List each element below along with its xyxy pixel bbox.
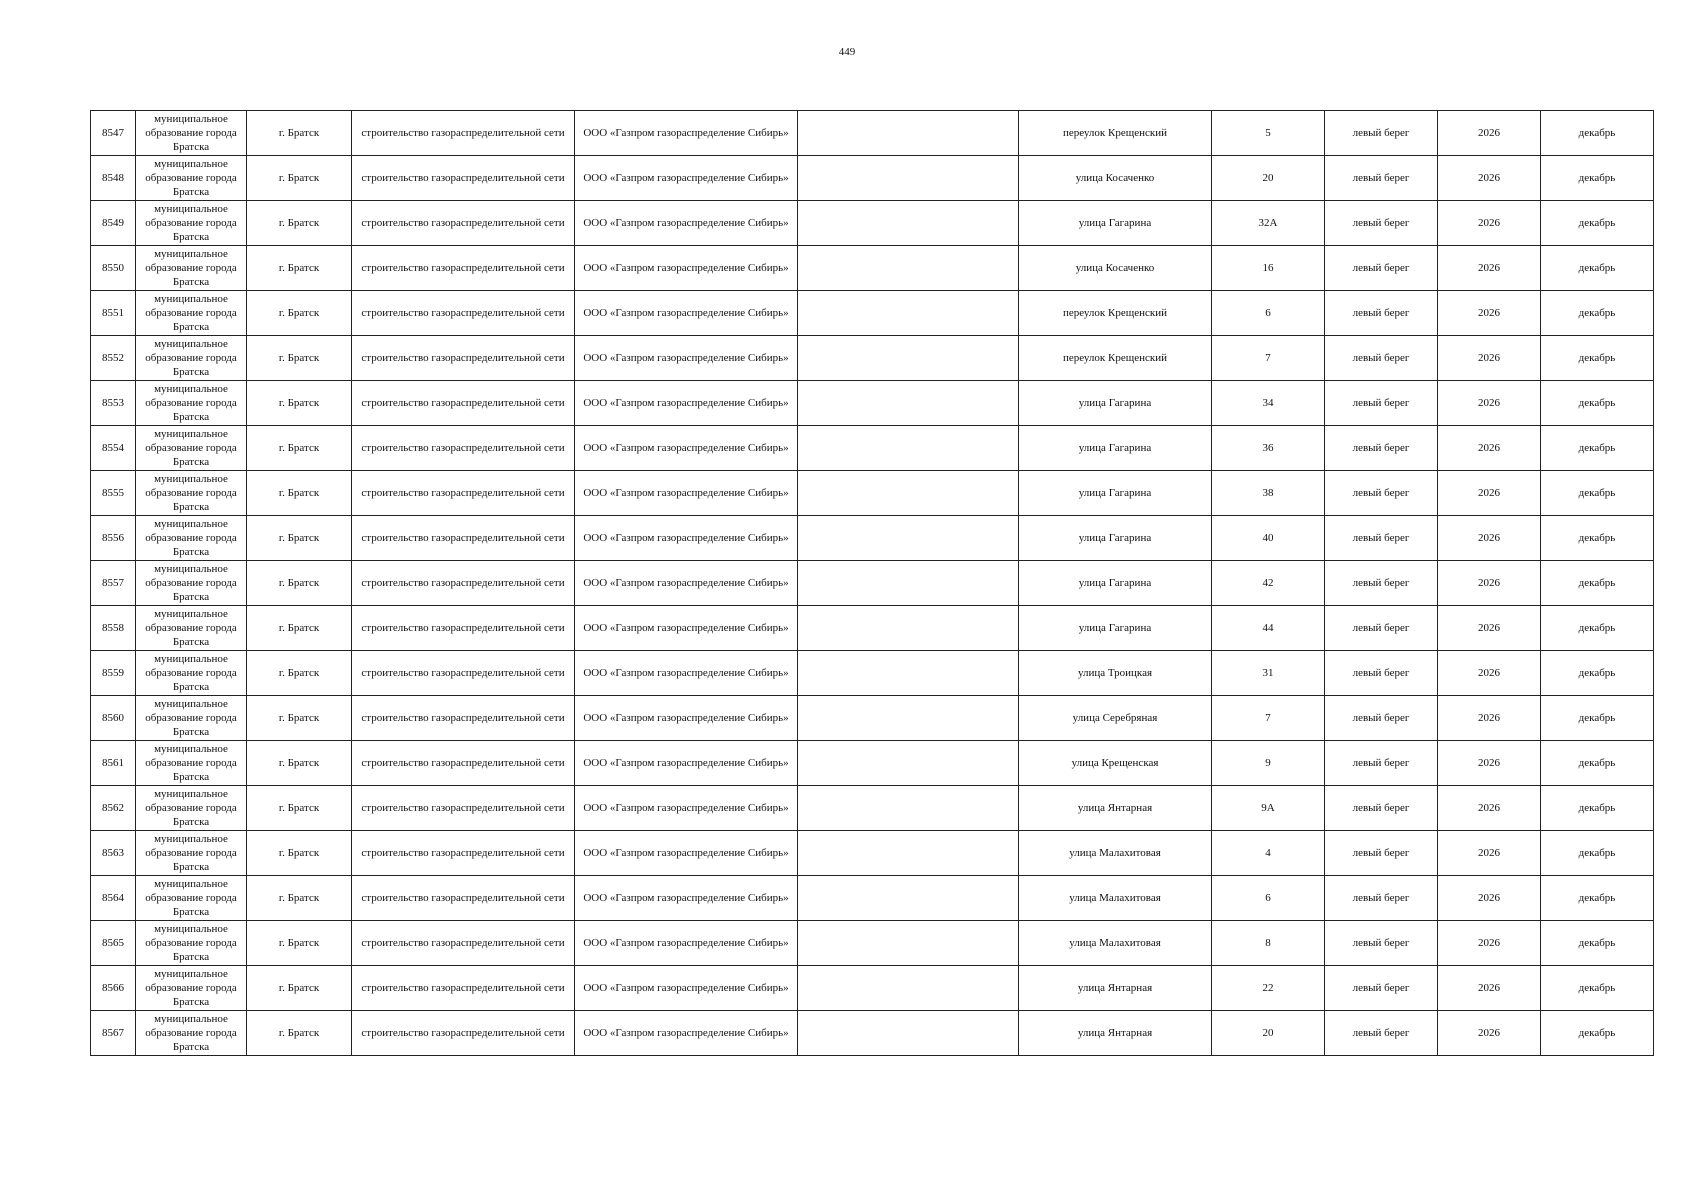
table-row	[91, 651, 1654, 696]
registry-table-body	[91, 111, 1654, 1056]
municipality-cell: муниципальное образование города Братска	[136, 471, 247, 516]
table-row	[91, 1011, 1654, 1056]
municipality-cell: муниципальное образование города Братска	[136, 876, 247, 921]
month-cell: декабрь	[1541, 336, 1654, 381]
house-number-cell: 32А	[1212, 201, 1325, 246]
street-cell: улица Янтарная	[1019, 1011, 1212, 1056]
row-number-cell: 8566	[91, 966, 136, 1011]
house-number-cell: 7	[1212, 696, 1325, 741]
work-type-cell: строительство газораспределительной сети	[352, 786, 575, 831]
month-cell: декабрь	[1541, 966, 1654, 1011]
house-number-cell: 9	[1212, 741, 1325, 786]
month-cell: декабрь	[1541, 246, 1654, 291]
row-number-cell: 8548	[91, 156, 136, 201]
row-number-cell: 8567	[91, 1011, 136, 1056]
note-cell	[798, 156, 1019, 201]
house-number-cell: 34	[1212, 381, 1325, 426]
work-type-cell: строительство газораспределительной сети	[352, 561, 575, 606]
city-cell: г. Братск	[247, 201, 352, 246]
organization-cell: ООО «Газпром газораспределение Сибирь»	[575, 471, 798, 516]
street-cell: улица Янтарная	[1019, 786, 1212, 831]
table-row	[91, 336, 1654, 381]
row-number-cell: 8557	[91, 561, 136, 606]
street-cell: улица Серебряная	[1019, 696, 1212, 741]
municipality-cell: муниципальное образование города Братска	[136, 831, 247, 876]
street-cell: улица Гагарина	[1019, 201, 1212, 246]
city-cell: г. Братск	[247, 696, 352, 741]
year-cell: 2026	[1438, 561, 1541, 606]
organization-cell: ООО «Газпром газораспределение Сибирь»	[575, 696, 798, 741]
river-bank-cell: левый берег	[1325, 426, 1438, 471]
city-cell: г. Братск	[247, 561, 352, 606]
street-cell: улица Гагарина	[1019, 381, 1212, 426]
city-cell: г. Братск	[247, 651, 352, 696]
table-row	[91, 966, 1654, 1011]
house-number-cell: 42	[1212, 561, 1325, 606]
registry-table	[90, 110, 1654, 1056]
river-bank-cell: левый берег	[1325, 606, 1438, 651]
organization-cell: ООО «Газпром газораспределение Сибирь»	[575, 966, 798, 1011]
row-number-cell: 8549	[91, 201, 136, 246]
organization-cell: ООО «Газпром газораспределение Сибирь»	[575, 561, 798, 606]
work-type-cell: строительство газораспределительной сети	[352, 651, 575, 696]
work-type-cell: строительство газораспределительной сети	[352, 921, 575, 966]
work-type-cell: строительство газораспределительной сети	[352, 471, 575, 516]
note-cell	[798, 111, 1019, 156]
organization-cell: ООО «Газпром газораспределение Сибирь»	[575, 1011, 798, 1056]
organization-cell: ООО «Газпром газораспределение Сибирь»	[575, 426, 798, 471]
city-cell: г. Братск	[247, 876, 352, 921]
city-cell: г. Братск	[247, 336, 352, 381]
organization-cell: ООО «Газпром газораспределение Сибирь»	[575, 741, 798, 786]
note-cell	[798, 426, 1019, 471]
municipality-cell: муниципальное образование города Братска	[136, 786, 247, 831]
house-number-cell: 22	[1212, 966, 1325, 1011]
note-cell	[798, 831, 1019, 876]
organization-cell: ООО «Газпром газораспределение Сибирь»	[575, 651, 798, 696]
street-cell: улица Гагарина	[1019, 516, 1212, 561]
organization-cell: ООО «Газпром газораспределение Сибирь»	[575, 876, 798, 921]
municipality-cell: муниципальное образование города Братска	[136, 156, 247, 201]
organization-cell: ООО «Газпром газораспределение Сибирь»	[575, 921, 798, 966]
work-type-cell: строительство газораспределительной сети	[352, 156, 575, 201]
table-row	[91, 156, 1654, 201]
year-cell: 2026	[1438, 336, 1541, 381]
municipality-cell: муниципальное образование города Братска	[136, 921, 247, 966]
year-cell: 2026	[1438, 876, 1541, 921]
street-cell: переулок Крещенский	[1019, 111, 1212, 156]
river-bank-cell: левый берег	[1325, 1011, 1438, 1056]
month-cell: декабрь	[1541, 471, 1654, 516]
street-cell: переулок Крещенский	[1019, 336, 1212, 381]
house-number-cell: 8	[1212, 921, 1325, 966]
year-cell: 2026	[1438, 471, 1541, 516]
river-bank-cell: левый берег	[1325, 201, 1438, 246]
year-cell: 2026	[1438, 111, 1541, 156]
table-row	[91, 876, 1654, 921]
work-type-cell: строительство газораспределительной сети	[352, 516, 575, 561]
year-cell: 2026	[1438, 1011, 1541, 1056]
river-bank-cell: левый берег	[1325, 561, 1438, 606]
row-number-cell: 8565	[91, 921, 136, 966]
work-type-cell: строительство газораспределительной сети	[352, 336, 575, 381]
street-cell: улица Крещенская	[1019, 741, 1212, 786]
city-cell: г. Братск	[247, 741, 352, 786]
river-bank-cell: левый берег	[1325, 921, 1438, 966]
street-cell: улица Малахитовая	[1019, 921, 1212, 966]
municipality-cell: муниципальное образование города Братска	[136, 651, 247, 696]
row-number-cell: 8555	[91, 471, 136, 516]
month-cell: декабрь	[1541, 921, 1654, 966]
house-number-cell: 36	[1212, 426, 1325, 471]
city-cell: г. Братск	[247, 966, 352, 1011]
month-cell: декабрь	[1541, 696, 1654, 741]
river-bank-cell: левый берег	[1325, 111, 1438, 156]
month-cell: декабрь	[1541, 831, 1654, 876]
house-number-cell: 20	[1212, 1011, 1325, 1056]
month-cell: декабрь	[1541, 426, 1654, 471]
note-cell	[798, 876, 1019, 921]
row-number-cell: 8561	[91, 741, 136, 786]
table-row	[91, 786, 1654, 831]
river-bank-cell: левый берег	[1325, 516, 1438, 561]
table-row	[91, 561, 1654, 606]
year-cell: 2026	[1438, 786, 1541, 831]
street-cell: улица Гагарина	[1019, 606, 1212, 651]
row-number-cell: 8553	[91, 381, 136, 426]
month-cell: декабрь	[1541, 786, 1654, 831]
city-cell: г. Братск	[247, 471, 352, 516]
municipality-cell: муниципальное образование города Братска	[136, 246, 247, 291]
street-cell: улица Гагарина	[1019, 426, 1212, 471]
note-cell	[798, 921, 1019, 966]
year-cell: 2026	[1438, 291, 1541, 336]
city-cell: г. Братск	[247, 831, 352, 876]
row-number-cell: 8559	[91, 651, 136, 696]
municipality-cell: муниципальное образование города Братска	[136, 336, 247, 381]
work-type-cell: строительство газораспределительной сети	[352, 291, 575, 336]
year-cell: 2026	[1438, 156, 1541, 201]
city-cell: г. Братск	[247, 246, 352, 291]
work-type-cell: строительство газораспределительной сети	[352, 876, 575, 921]
organization-cell: ООО «Газпром газораспределение Сибирь»	[575, 786, 798, 831]
house-number-cell: 9А	[1212, 786, 1325, 831]
table-row	[91, 831, 1654, 876]
month-cell: декабрь	[1541, 876, 1654, 921]
city-cell: г. Братск	[247, 921, 352, 966]
row-number-cell: 8552	[91, 336, 136, 381]
house-number-cell: 44	[1212, 606, 1325, 651]
year-cell: 2026	[1438, 426, 1541, 471]
river-bank-cell: левый берег	[1325, 381, 1438, 426]
city-cell: г. Братск	[247, 786, 352, 831]
note-cell	[798, 606, 1019, 651]
year-cell: 2026	[1438, 246, 1541, 291]
organization-cell: ООО «Газпром газораспределение Сибирь»	[575, 381, 798, 426]
street-cell: улица Гагарина	[1019, 471, 1212, 516]
river-bank-cell: левый берег	[1325, 471, 1438, 516]
note-cell	[798, 786, 1019, 831]
table-row	[91, 426, 1654, 471]
city-cell: г. Братск	[247, 291, 352, 336]
organization-cell: ООО «Газпром газораспределение Сибирь»	[575, 831, 798, 876]
table-row	[91, 201, 1654, 246]
month-cell: декабрь	[1541, 381, 1654, 426]
note-cell	[798, 336, 1019, 381]
note-cell	[798, 966, 1019, 1011]
river-bank-cell: левый берег	[1325, 741, 1438, 786]
house-number-cell: 6	[1212, 291, 1325, 336]
note-cell	[798, 741, 1019, 786]
year-cell: 2026	[1438, 381, 1541, 426]
note-cell	[798, 1011, 1019, 1056]
month-cell: декабрь	[1541, 201, 1654, 246]
work-type-cell: строительство газораспределительной сети	[352, 1011, 575, 1056]
organization-cell: ООО «Газпром газораспределение Сибирь»	[575, 201, 798, 246]
month-cell: декабрь	[1541, 291, 1654, 336]
city-cell: г. Братск	[247, 1011, 352, 1056]
municipality-cell: муниципальное образование города Братска	[136, 1011, 247, 1056]
year-cell: 2026	[1438, 741, 1541, 786]
work-type-cell: строительство газораспределительной сети	[352, 606, 575, 651]
street-cell: улица Косаченко	[1019, 156, 1212, 201]
year-cell: 2026	[1438, 651, 1541, 696]
organization-cell: ООО «Газпром газораспределение Сибирь»	[575, 336, 798, 381]
row-number-cell: 8563	[91, 831, 136, 876]
table-row	[91, 111, 1654, 156]
river-bank-cell: левый берег	[1325, 876, 1438, 921]
row-number-cell: 8550	[91, 246, 136, 291]
municipality-cell: муниципальное образование города Братска	[136, 516, 247, 561]
work-type-cell: строительство газораспределительной сети	[352, 696, 575, 741]
row-number-cell: 8554	[91, 426, 136, 471]
municipality-cell: муниципальное образование города Братска	[136, 111, 247, 156]
city-cell: г. Братск	[247, 426, 352, 471]
river-bank-cell: левый берег	[1325, 336, 1438, 381]
note-cell	[798, 516, 1019, 561]
organization-cell: ООО «Газпром газораспределение Сибирь»	[575, 111, 798, 156]
municipality-cell: муниципальное образование города Братска	[136, 561, 247, 606]
month-cell: декабрь	[1541, 606, 1654, 651]
city-cell: г. Братск	[247, 381, 352, 426]
year-cell: 2026	[1438, 966, 1541, 1011]
house-number-cell: 20	[1212, 156, 1325, 201]
year-cell: 2026	[1438, 921, 1541, 966]
row-number-cell: 8560	[91, 696, 136, 741]
row-number-cell: 8551	[91, 291, 136, 336]
street-cell: переулок Крещенский	[1019, 291, 1212, 336]
city-cell: г. Братск	[247, 516, 352, 561]
municipality-cell: муниципальное образование города Братска	[136, 966, 247, 1011]
street-cell: улица Малахитовая	[1019, 876, 1212, 921]
note-cell	[798, 381, 1019, 426]
work-type-cell: строительство газораспределительной сети	[352, 966, 575, 1011]
row-number-cell: 8547	[91, 111, 136, 156]
table-row	[91, 741, 1654, 786]
house-number-cell: 5	[1212, 111, 1325, 156]
table-row	[91, 606, 1654, 651]
month-cell: декабрь	[1541, 651, 1654, 696]
municipality-cell: муниципальное образование города Братска	[136, 381, 247, 426]
row-number-cell: 8558	[91, 606, 136, 651]
street-cell: улица Троицкая	[1019, 651, 1212, 696]
municipality-cell: муниципальное образование города Братска	[136, 696, 247, 741]
work-type-cell: строительство газораспределительной сети	[352, 426, 575, 471]
house-number-cell: 38	[1212, 471, 1325, 516]
house-number-cell: 7	[1212, 336, 1325, 381]
organization-cell: ООО «Газпром газораспределение Сибирь»	[575, 246, 798, 291]
street-cell: улица Янтарная	[1019, 966, 1212, 1011]
organization-cell: ООО «Газпром газораспределение Сибирь»	[575, 156, 798, 201]
house-number-cell: 31	[1212, 651, 1325, 696]
house-number-cell: 16	[1212, 246, 1325, 291]
municipality-cell: муниципальное образование города Братска	[136, 291, 247, 336]
river-bank-cell: левый берег	[1325, 696, 1438, 741]
note-cell	[798, 561, 1019, 606]
month-cell: декабрь	[1541, 561, 1654, 606]
street-cell: улица Гагарина	[1019, 561, 1212, 606]
city-cell: г. Братск	[247, 156, 352, 201]
month-cell: декабрь	[1541, 156, 1654, 201]
note-cell	[798, 471, 1019, 516]
year-cell: 2026	[1438, 516, 1541, 561]
row-number-cell: 8564	[91, 876, 136, 921]
table-row	[91, 291, 1654, 336]
city-cell: г. Братск	[247, 606, 352, 651]
river-bank-cell: левый берег	[1325, 246, 1438, 291]
river-bank-cell: левый берег	[1325, 831, 1438, 876]
work-type-cell: строительство газораспределительной сети	[352, 111, 575, 156]
month-cell: декабрь	[1541, 111, 1654, 156]
year-cell: 2026	[1438, 696, 1541, 741]
house-number-cell: 6	[1212, 876, 1325, 921]
municipality-cell: муниципальное образование города Братска	[136, 741, 247, 786]
year-cell: 2026	[1438, 831, 1541, 876]
work-type-cell: строительство газораспределительной сети	[352, 246, 575, 291]
river-bank-cell: левый берег	[1325, 156, 1438, 201]
table-row	[91, 516, 1654, 561]
municipality-cell: муниципальное образование города Братска	[136, 426, 247, 471]
work-type-cell: строительство газораспределительной сети	[352, 381, 575, 426]
organization-cell: ООО «Газпром газораспределение Сибирь»	[575, 516, 798, 561]
month-cell: декабрь	[1541, 516, 1654, 561]
house-number-cell: 4	[1212, 831, 1325, 876]
river-bank-cell: левый берег	[1325, 291, 1438, 336]
month-cell: декабрь	[1541, 1011, 1654, 1056]
municipality-cell: муниципальное образование города Братска	[136, 201, 247, 246]
note-cell	[798, 201, 1019, 246]
table-row	[91, 381, 1654, 426]
work-type-cell: строительство газораспределительной сети	[352, 201, 575, 246]
month-cell: декабрь	[1541, 741, 1654, 786]
city-cell: г. Братск	[247, 111, 352, 156]
year-cell: 2026	[1438, 606, 1541, 651]
row-number-cell: 8562	[91, 786, 136, 831]
page-number: 449	[838, 46, 856, 58]
river-bank-cell: левый берег	[1325, 786, 1438, 831]
year-cell: 2026	[1438, 201, 1541, 246]
note-cell	[798, 246, 1019, 291]
row-number-cell: 8556	[91, 516, 136, 561]
table-row	[91, 246, 1654, 291]
river-bank-cell: левый берег	[1325, 966, 1438, 1011]
note-cell	[798, 696, 1019, 741]
note-cell	[798, 651, 1019, 696]
organization-cell: ООО «Газпром газораспределение Сибирь»	[575, 291, 798, 336]
work-type-cell: строительство газораспределительной сети	[352, 741, 575, 786]
river-bank-cell: левый берег	[1325, 651, 1438, 696]
table-row	[91, 696, 1654, 741]
work-type-cell: строительство газораспределительной сети	[352, 831, 575, 876]
municipality-cell: муниципальное образование города Братска	[136, 606, 247, 651]
street-cell: улица Малахитовая	[1019, 831, 1212, 876]
table-row	[91, 921, 1654, 966]
street-cell: улица Косаченко	[1019, 246, 1212, 291]
organization-cell: ООО «Газпром газораспределение Сибирь»	[575, 606, 798, 651]
note-cell	[798, 291, 1019, 336]
table-row	[91, 471, 1654, 516]
house-number-cell: 40	[1212, 516, 1325, 561]
